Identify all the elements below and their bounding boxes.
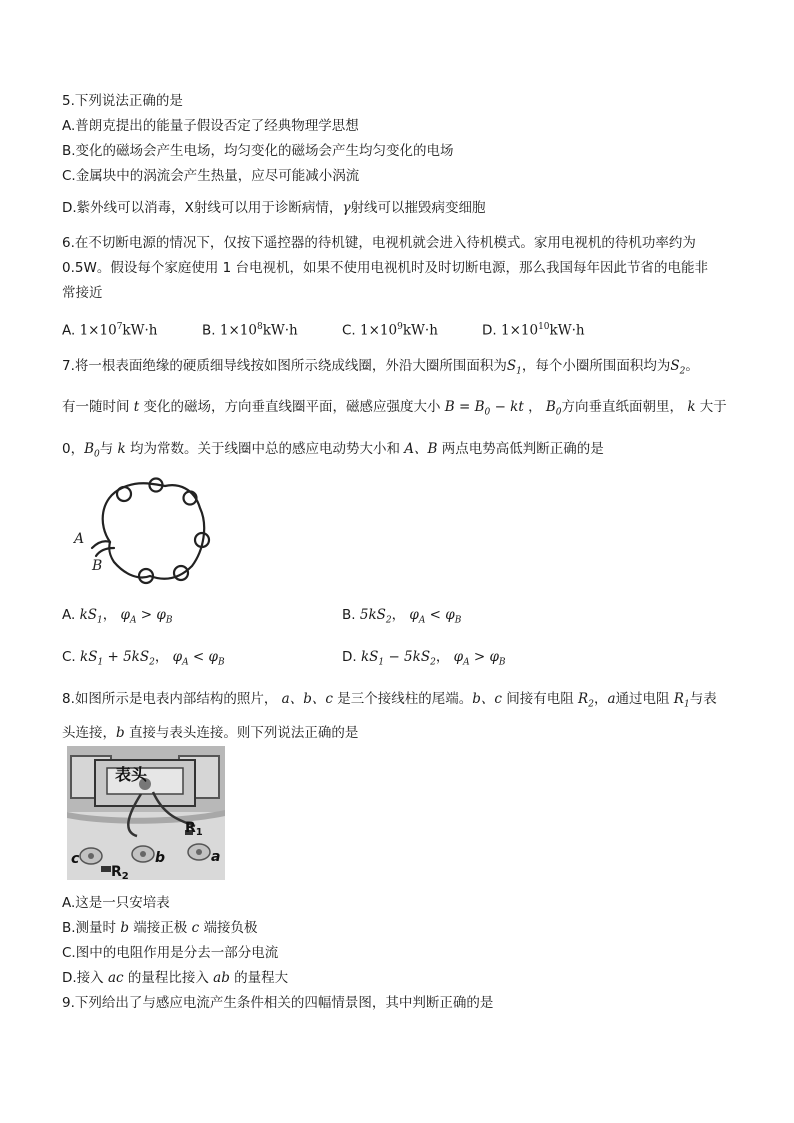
q7-stem-line3	[62, 440, 604, 464]
option-mantissa: 1×10	[219, 322, 257, 339]
coil-diagram	[70, 470, 220, 590]
q8-text: 通过电阻	[615, 691, 670, 707]
q5-option-d	[62, 199, 486, 217]
q8-text: 端接正极	[133, 920, 188, 936]
q7-option-c: C. $kS_1 + 5kS_2$， $\varphi_A < \varphi_B$	[62, 649, 225, 668]
q5-d-part2: 射线可以摧毁病变细胞	[350, 200, 486, 216]
q5-option-c: C.金属块中的涡流会产生热量，应尽可能减小涡流	[62, 168, 360, 184]
q6-option-b	[202, 318, 298, 340]
photo-a-label: a	[211, 849, 221, 865]
q7-option-d: D. $kS_1 - 5kS_2$， $\varphi_A > \varphi_B$	[342, 649, 506, 668]
option-label: A.	[62, 322, 76, 339]
q8-text: 的量程大	[234, 970, 289, 986]
q8-option-b: B.测量时 b 端接正极 c 端接负极	[62, 920, 258, 936]
q6-stem-line1: 6.在不切断电源的情况下，仅按下遥控器的待机键，电视机就会进入待机模式。家用电视机的待机功率约为	[62, 235, 696, 251]
q8-text: 直接与表头连接。则下列说法正确的是	[128, 725, 359, 741]
option-unit: kW·h	[262, 322, 298, 339]
q8-text: 端接负极	[203, 920, 258, 936]
q8-text: 是三个接线柱的尾端。	[337, 691, 473, 707]
q6-stem-line2: 0.5W。假设每个家庭使用 1 台电视机，如果不使用电视机时及时切断电源，那么我国每年因此节省的电能非	[62, 260, 708, 276]
q8-text: 头连接，	[62, 725, 116, 741]
photo-c-label: c	[71, 851, 80, 867]
q8-text: 间接有电阻	[506, 691, 574, 707]
a-b-points: A、B	[400, 441, 442, 457]
lead-a	[92, 541, 110, 548]
option-label: C.	[342, 322, 356, 339]
point-a-label: A	[74, 531, 85, 547]
t-symbol: t	[129, 399, 144, 415]
q7-text: 有一随时间	[62, 399, 130, 415]
q8-text: 的量程比接入	[127, 970, 209, 986]
q9-stem: 9.下列给出了与感应电流产生条件相关的四幅情景图，其中判断正确的是	[62, 995, 494, 1011]
q5-option-a: A.普朗克提出的能量子假设否定了经典物理学思想	[62, 118, 359, 134]
q6-stem-line3: 常接近	[62, 285, 103, 301]
small-loop	[117, 487, 131, 501]
photo-title: 表头	[115, 765, 148, 784]
option-label: A.	[62, 607, 76, 623]
option-exponent: 8	[256, 322, 263, 332]
option-mantissa: 1×10	[500, 322, 539, 339]
q8-text: 8.如图所示是电表内部结构的照片，	[62, 691, 278, 707]
q5-d-part1: D.紫外线可以消毒，X射线可以用于诊断病情，	[62, 200, 343, 216]
r2-letter: R	[111, 864, 122, 880]
k-symbol: k	[683, 399, 700, 415]
option-exponent: 9	[397, 322, 403, 332]
option-label: C.	[62, 649, 76, 665]
photo-b-label: b	[155, 850, 166, 866]
q8-text: D.接入	[62, 970, 104, 986]
r2-subscript: 2	[121, 871, 129, 880]
q7-text: 与	[99, 441, 114, 457]
option-exponent: 7	[116, 322, 123, 332]
option-unit: kW·h	[122, 322, 158, 339]
meter-photo	[67, 746, 225, 880]
q5-stem: 5.下列说法正确的是	[62, 93, 183, 109]
b-formula: $B = B_0$ − kt	[440, 399, 529, 418]
q7-text: 变化的磁场，方向垂直线圈平面，磁感应强度大小	[143, 399, 441, 415]
b0-symbol: $B_0$	[84, 441, 100, 460]
q7-text: 7.将一根表面绝缘的硬质细导线按如图所示绕成线圈，外沿大圈所围面积为	[62, 358, 507, 374]
q8-text: 与表	[689, 691, 717, 707]
option-unit: kW·h	[402, 322, 438, 339]
q7-text: 0，	[62, 441, 85, 457]
b0-symbol: $B_0$	[545, 399, 562, 418]
q7-text: 均为常数。关于线圈中总的感应电动势大小和	[130, 441, 401, 457]
s2-symbol: $S_2$	[670, 358, 686, 377]
q7-text: 大于	[699, 399, 727, 415]
option-mantissa: 1×10	[360, 322, 398, 339]
q7-stem-line2: 有一随时间 t 变化的磁场，方向垂直线圈平面，磁感应强度大小 $B = B_0$ − kt ， $B_0$方向垂直纸面朝里， k 大于	[62, 399, 727, 418]
q8-text: B.测量时	[62, 920, 117, 936]
option-exponent: 10	[538, 322, 550, 332]
k-symbol: k	[113, 441, 131, 457]
q7-text: ，每个小圈所围面积均为	[521, 358, 671, 374]
q6-option-a	[62, 318, 157, 340]
r1-subscript: 1	[195, 827, 203, 838]
q7-option-a: A. $kS_1$， $\varphi_A > \varphi_B$	[62, 607, 173, 626]
q6-option-d	[482, 318, 585, 340]
point-b-label: B	[92, 558, 103, 574]
q8-option-d: D.接入 ac 的量程比接入 ab 的量程大	[62, 970, 289, 986]
q7-text: 两点电势高低判断正确的是	[441, 441, 604, 457]
option-label: D.	[482, 322, 497, 339]
q5-option-b: B.变化的磁场会产生电场，均匀变化的磁场会产生均匀变化的电场	[62, 143, 454, 159]
q8-option-c: C.图中的电阻作用是分去一部分电流	[62, 945, 279, 961]
option-label: B.	[342, 607, 356, 623]
q8-stem-line1: 8.如图所示是电表内部结构的照片， a、b、c 是三个接线柱的尾端。b、c 间接有电阻 $R_2$，a通过电阻 $R_1$与表	[62, 691, 717, 710]
q7-text: 方向垂直纸面朝里，	[561, 399, 684, 415]
q8-stem-line2: 头连接，b 直接与表头连接。则下列说法正确的是	[62, 725, 359, 741]
q7-option-b: B. $5kS_2$， $\varphi_A < \varphi_B$	[342, 607, 462, 626]
gamma-symbol: γ	[342, 200, 351, 216]
small-loop	[174, 566, 188, 580]
option-unit: kW·h	[549, 322, 585, 339]
r1-letter: R	[185, 820, 196, 836]
option-label: B.	[202, 322, 216, 339]
s1-symbol: $S_1$	[506, 358, 522, 377]
q7-stem-line1: 7.将一根表面绝缘的硬质细导线按如图所示绕成线圈，外沿大圈所围面积为$S_1$，每个小圈所围面积均为$S_2$。	[62, 358, 699, 377]
option-label: D.	[342, 649, 357, 665]
q6-option-c	[342, 318, 438, 340]
option-mantissa: 1×10	[79, 322, 117, 339]
q8-option-a: A.这是一只安培表	[62, 895, 170, 911]
